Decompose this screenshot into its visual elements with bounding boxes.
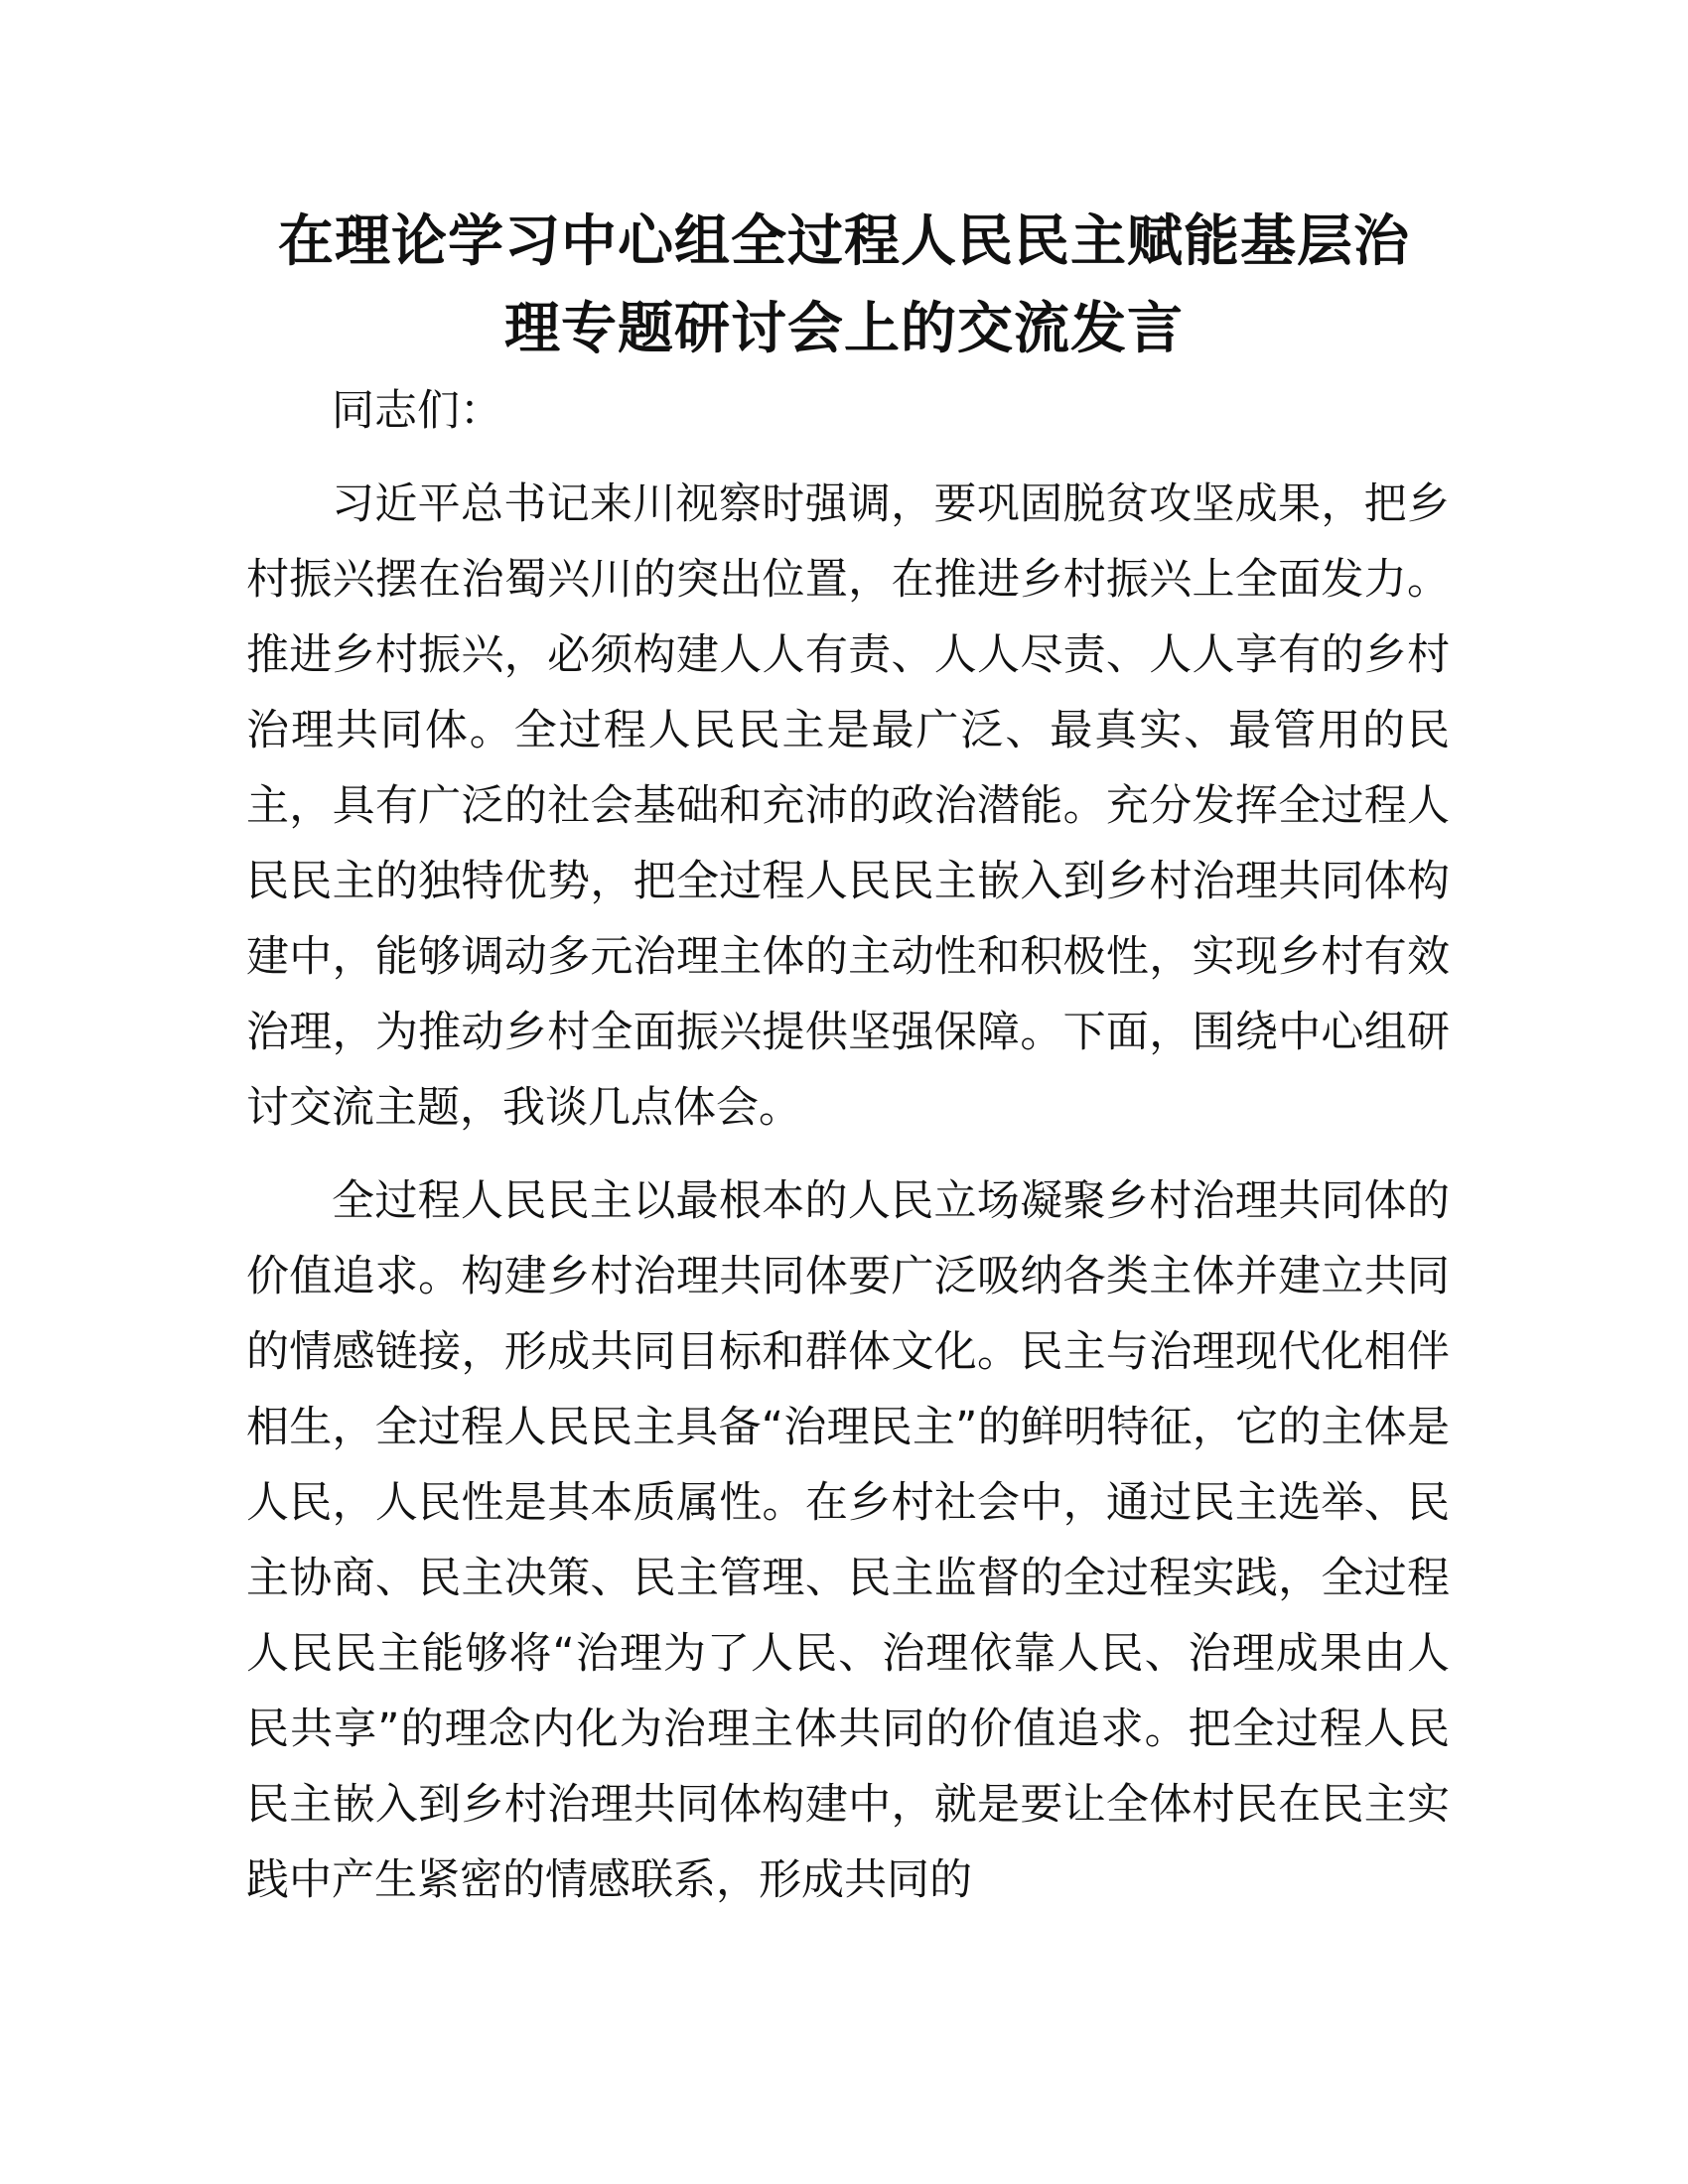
title-line-1: 在理论学习中心组全过程人民民主赋能基层治 (278, 209, 1410, 274)
document-body (246, 373, 1450, 1936)
title-line-2: 理专题研讨会上的交流发言 (504, 297, 1184, 361)
salutation: 同志们： (332, 386, 502, 436)
paragraph-2: 全过程人民民主以最根本的人民立场凝聚乡村治理共同体的价值追求。构建乡村治理共同体要广泛吸纳各类主体并建立共同的情感链接，形成共同目标和群体文化。民主与治理现代化相伴相生，全过程人民民主具备“治理民主”的鲜明特征，它的主体是人民，人民性是其本质属性。在乡村社会中，通过民主选举、民主协商、民主决策、民主管理、民主监督的全过程实践，全过程人民民主能够将“治理为了人民、治理依靠人民、治理成果由人民共享”的理念内化为治理主体共同的价值追求。把全过程人民民主嵌入到乡村治理共同体构建中，就是要让全体村民在民主实践中产生紧密的情感联系，形成共同的 (246, 1176, 1450, 1905)
paragraph-1: 习近平总书记来川视察时强调，要巩固脱贫攻坚成果，把乡村振兴摆在治蜀兴川的突出位置，在推进乡村振兴上全面发力。推进乡村振兴，必须构建人人有责、人人尽责、人人享有的乡村治理共同体。全过程人民民主是最广泛、最真实、最管用的民主，具有广泛的社会基础和充沛的政治潜能。充分发挥全过程人民民主的独特优势，把全过程人民民主嵌入到乡村治理共同体构建中，能够调动多元治理主体的主动性和积极性，实现乡村有效治理，为推动乡村全面振兴提供坚强保障。下面，围绕中心组研讨交流主题，我谈几点体会。 (246, 479, 1450, 1133)
document-title (238, 199, 1450, 373)
